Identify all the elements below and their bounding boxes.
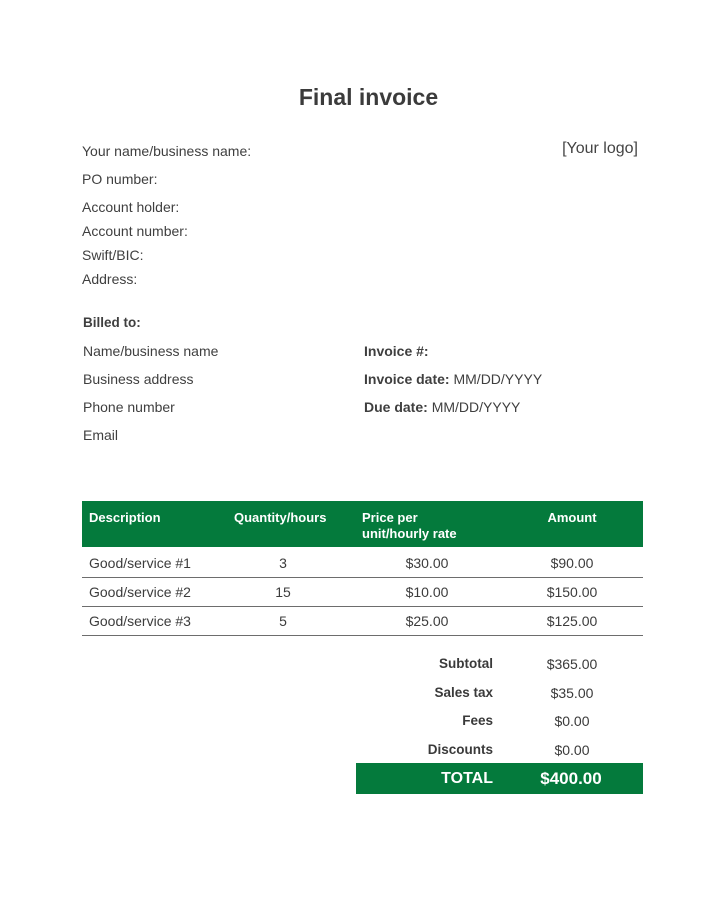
billed-to-heading: Billed to: [83, 315, 141, 330]
row-quantity: 3 [279, 555, 287, 571]
discounts-value: $0.00 [554, 742, 590, 758]
header-amount: Amount [547, 510, 597, 525]
row-amount: $150.00 [546, 584, 598, 600]
fees-value: $0.00 [554, 713, 590, 729]
fees-label: Fees [462, 713, 493, 728]
row-quantity: 15 [275, 584, 291, 600]
billed-name: Name/business name [83, 343, 219, 359]
subtotal-value: $365.00 [546, 656, 598, 672]
due-date-value: MM/DD/YYYY [431, 399, 521, 415]
row-description: Good/service #2 [89, 584, 191, 600]
invoice-date-value: MM/DD/YYYY [453, 371, 543, 387]
invoice-date-label: Invoice date: [364, 371, 450, 387]
table-row [82, 548, 643, 578]
total-bar [356, 763, 643, 794]
invoice-number-label: Invoice #: [364, 343, 429, 359]
due-date-line [364, 399, 520, 415]
invoice-date-line [364, 371, 542, 387]
row-description: Good/service #1 [89, 555, 191, 571]
discounts-label: Discounts [427, 742, 493, 757]
row-price: $10.00 [405, 584, 449, 600]
row-amount: $125.00 [546, 613, 598, 629]
billed-phone: Phone number [83, 399, 175, 415]
po-number-label: PO number: [82, 171, 158, 187]
row-price: $25.00 [405, 613, 449, 629]
page-title: Final invoice [298, 84, 439, 110]
swift-label: Swift/BIC: [82, 247, 144, 263]
table-header [82, 501, 643, 547]
due-date-label: Due date: [364, 399, 428, 415]
logo-placeholder: [Your logo] [562, 140, 638, 157]
subtotal-label: Subtotal [439, 656, 493, 671]
total-label: TOTAL [441, 770, 493, 787]
business-name-label: Your name/business name: [82, 143, 252, 159]
table-row [82, 606, 643, 636]
row-quantity: 5 [279, 613, 287, 629]
row-amount: $90.00 [550, 555, 594, 571]
billed-address: Business address [83, 371, 194, 387]
billed-email: Email [83, 427, 119, 443]
header-description: Description [89, 510, 161, 525]
sales-tax-value: $35.00 [550, 685, 594, 701]
sales-tax-label: Sales tax [434, 685, 493, 700]
invoice-number-line [364, 343, 429, 359]
row-description: Good/service #3 [89, 613, 191, 629]
account-holder-label: Account holder: [82, 199, 180, 215]
header-quantity: Quantity/hours [234, 510, 327, 525]
total-value: $400.00 [540, 769, 602, 788]
row-price: $30.00 [405, 555, 449, 571]
header-price-line2: unit/hourly rate [362, 526, 457, 541]
header-price-line1: Price per [362, 510, 418, 525]
account-number-label: Account number: [82, 223, 188, 239]
header-price [362, 510, 457, 542]
table-row [82, 577, 643, 607]
address-label: Address: [82, 271, 138, 287]
